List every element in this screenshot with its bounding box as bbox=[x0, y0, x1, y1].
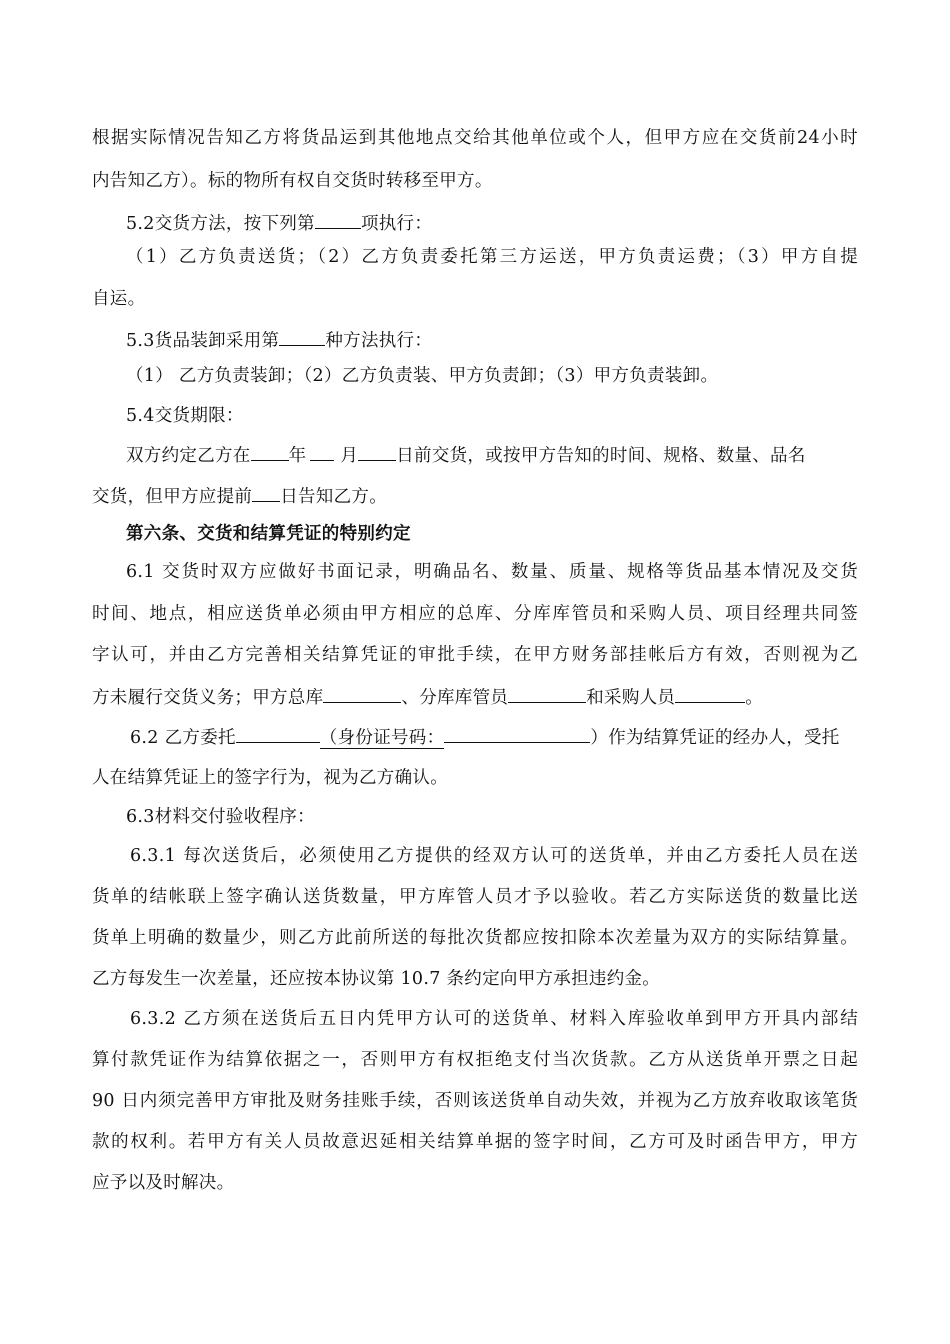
paragraph-line: 6.3.2 乙方须在送货后五日内凭甲方认可的送货单、材料入库验收单到甲方开具内部结 bbox=[130, 1009, 858, 1029]
clause-text: 项执行： bbox=[360, 214, 433, 234]
paragraph-line: 应予以及时解决。 bbox=[92, 1173, 235, 1193]
paragraph-line: 90 日内须完善甲方审批及财务挂账手续，否则该送货单自动失效，并视为乙方放弃收取该笔货 bbox=[92, 1091, 858, 1111]
clause-text: 。 bbox=[745, 688, 764, 708]
clause-text: 双方约定乙方在 bbox=[126, 446, 251, 466]
year-blank bbox=[251, 442, 289, 461]
delivery-notice-line bbox=[92, 483, 387, 509]
clause-text: 月 bbox=[340, 446, 359, 466]
id-number-label: （身份证号码： bbox=[319, 728, 445, 748]
clause-text: 和采购人员 bbox=[586, 688, 676, 708]
fill-blank bbox=[675, 684, 745, 703]
fill-blank bbox=[279, 327, 325, 346]
paragraph-line: 货单上明确的数量少，则乙方此前所送的每批次货都应按扣除本次差量为双方的实际结算量。 bbox=[92, 928, 858, 948]
paragraph-line: 时间、地点，相应送货单必须由甲方相应的总库、分库库管员和采购人员、项目经理共同签 bbox=[92, 604, 858, 624]
delivery-date-line bbox=[126, 442, 806, 468]
paragraph-line: 6.1 交货时双方应做好书面记录，明确品名、数量、质量、规格等货品基本情况及交货 bbox=[126, 562, 858, 582]
days-blank bbox=[252, 483, 280, 502]
paragraph-line: 算付款凭证作为结算依据之一，否则甲方有权拒绝支付当次货款。乙方从送货单开票之日起 bbox=[92, 1050, 858, 1070]
clause-text: 年 bbox=[288, 446, 307, 466]
clause-text: 6.2 乙方委托 bbox=[130, 728, 236, 748]
clause-text: 、分库库管员 bbox=[401, 688, 509, 708]
section-heading: 第六条、交货和结算凭证的特别约定 bbox=[126, 524, 411, 544]
paragraph-line: （1） 乙方负责装卸；（2）乙方负责装、甲方负责卸；（3）甲方负责装卸。 bbox=[126, 366, 719, 386]
signatories-line bbox=[92, 684, 763, 710]
clause-5-2 bbox=[126, 210, 432, 236]
fill-blank bbox=[236, 724, 320, 743]
fill-blank bbox=[323, 684, 401, 703]
clause-text: 日前交货，或按甲方告知的时间、规格、数量、品名 bbox=[396, 446, 806, 466]
clause-6-2 bbox=[130, 724, 840, 750]
clause-text: 方未履行交货义务；甲方总库 bbox=[92, 688, 324, 708]
paragraph-line: 货单的结帐联上签字确认送货数量，甲方库管人员才予以验收。若乙方实际送货的数量比送 bbox=[92, 887, 858, 907]
clause-5-4: 5.4交货期限： bbox=[126, 406, 244, 426]
paragraph-line: （1）乙方负责送货；（2）乙方负责委托第三方运送，甲方负责运费；（3）甲方自提 bbox=[126, 247, 858, 267]
paragraph-line: 6.3.1 每次送货后，必须使用乙方提供的经双方认可的送货单，并由乙方委托人员在送 bbox=[130, 846, 858, 866]
paragraph-line: 乙方每发生一次差量，还应按本协议第 10.7 条约定向甲方承担违约金。 bbox=[92, 969, 661, 989]
paragraph-line: 字认可，并由乙方完善相关结算凭证的审批手续，在甲方财务部挂帐后方有效，否则视为乙 bbox=[92, 645, 858, 665]
paragraph-line: 款的权利。若甲方有关人员故意迟延相关结算单据的签字时间，乙方可及时函告甲方，甲方 bbox=[92, 1132, 858, 1152]
paragraph-line: 人在结算凭证上的签字行为，视为乙方确认。 bbox=[92, 768, 448, 788]
clause-text: 5.3货品装卸采用第 bbox=[126, 331, 280, 351]
paragraph-line: 自运。 bbox=[92, 289, 146, 309]
fill-blank bbox=[315, 210, 361, 229]
paragraph-line: 内告知乙方）。标的物所有权自交货时转移至甲方。 bbox=[92, 171, 493, 191]
fill-blank bbox=[508, 684, 586, 703]
month-blank bbox=[310, 442, 334, 461]
clause-text: 5.2交货方法，按下列第 bbox=[126, 214, 315, 234]
fill-blank bbox=[444, 724, 590, 743]
clause-text: 种方法执行： bbox=[325, 331, 433, 351]
clause-text: ）作为结算凭证的经办人，受托 bbox=[590, 728, 840, 748]
clause-text: 交货，但甲方应提前 bbox=[92, 487, 253, 507]
day-blank bbox=[358, 442, 396, 461]
clause-6-3: 6.3材料交付验收程序： bbox=[126, 807, 315, 827]
clause-text: 日告知乙方。 bbox=[280, 487, 388, 507]
clause-5-3 bbox=[126, 327, 432, 353]
paragraph-line: 根据实际情况告知乙方将货品运到其他地点交给其他单位或个人，但甲方应在交货前24小时 bbox=[92, 128, 858, 148]
